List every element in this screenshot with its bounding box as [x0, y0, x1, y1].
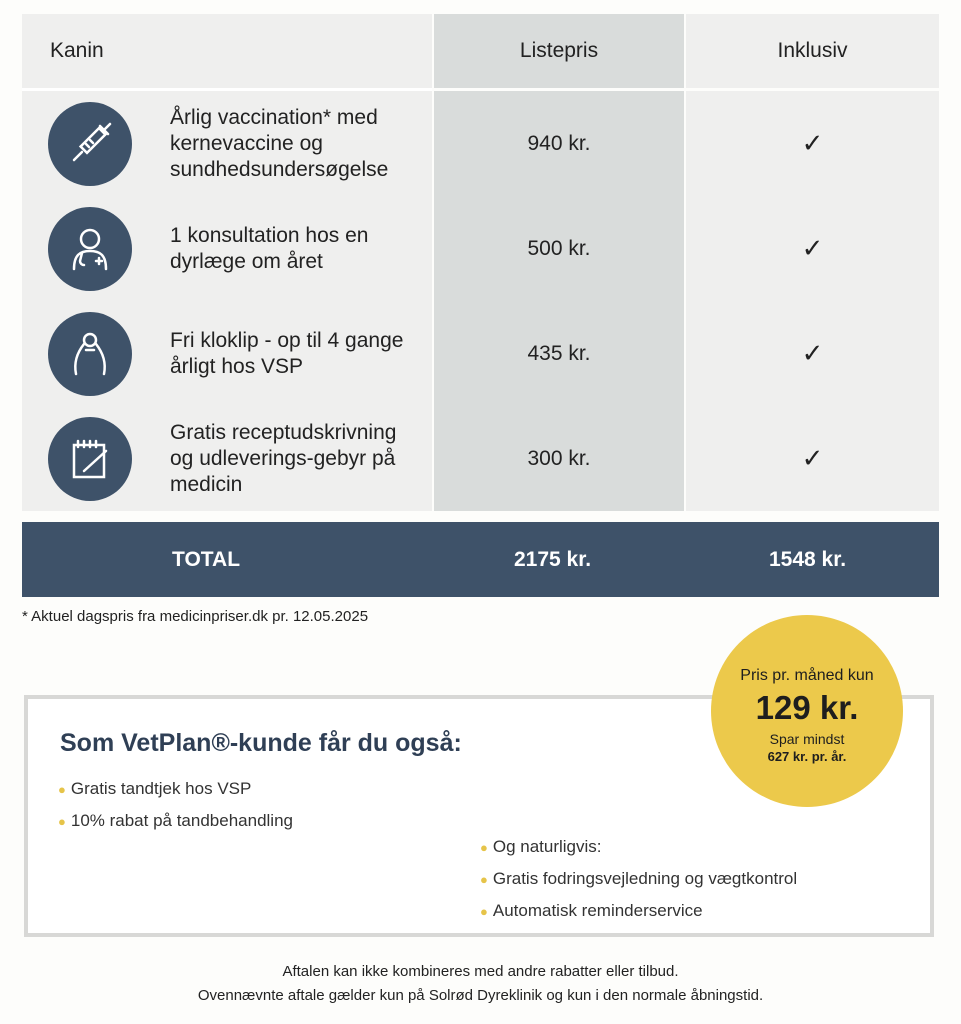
item-description: 1 konsultation hos en dyrlæge om året	[170, 223, 369, 273]
price-table	[22, 14, 939, 511]
benefits-title: Som VetPlan®-kunde får du også:	[60, 729, 462, 757]
disclaimer-line: Ovennævnte aftale gælder kun på Solrød Dyreklinik og kun i den normale åbningstid.	[197, 987, 764, 1004]
total-label: TOTAL	[172, 548, 241, 571]
table-row	[22, 91, 939, 196]
disclaimer-line: Aftalen kan ikke kombineres med andre rabatter eller tilbud.	[282, 963, 679, 980]
total-row	[22, 522, 939, 597]
benefit-item: ● Gratis fodringsvejledning og vægtkontrol	[480, 869, 798, 888]
total-included: 1548 kr.	[769, 548, 847, 571]
item-price: 500 kr.	[434, 196, 684, 301]
item-description: Fri kloklip - op til 4 gange årligt hos VSP	[170, 328, 404, 378]
table-row	[22, 406, 939, 511]
syringe-icon	[48, 102, 132, 186]
item-description: Gratis receptudskrivning og udleverings-gebyr på medicin	[170, 420, 397, 496]
check-icon: ✓	[801, 233, 824, 263]
check-icon: ✓	[801, 128, 824, 158]
badge-line4: 627 kr. pr. år.	[767, 749, 847, 764]
benefit-item: ● 10% rabat på tandbehandling	[58, 811, 293, 830]
benefit-item: ● Gratis tandtjek hos VSP	[58, 779, 252, 798]
nail-clipper-icon	[48, 312, 132, 396]
prescription-notepad-icon	[48, 417, 132, 501]
table-header	[22, 14, 939, 88]
vet-doctor-icon	[48, 207, 132, 291]
price-badge	[711, 615, 903, 807]
badge-line3: Spar mindst	[769, 731, 845, 747]
item-description: Årlig vaccination* med kernevaccine og sundhedsundersøgelse	[170, 105, 389, 181]
table-row	[22, 196, 939, 301]
header-animal: Kanin	[22, 14, 432, 88]
benefit-item: ● Og naturligvis:	[480, 837, 602, 856]
item-price: 940 kr.	[434, 91, 684, 196]
check-icon: ✓	[801, 443, 824, 473]
header-listprice: Listepris	[434, 14, 684, 88]
benefit-item: ● Automatisk reminderservice	[480, 901, 703, 920]
check-icon: ✓	[801, 338, 824, 368]
badge-price: 129 kr.	[755, 689, 859, 726]
total-listprice: 2175 kr.	[514, 548, 592, 571]
table-row	[22, 301, 939, 406]
footnote: * Aktuel dagspris fra medicinpriser.dk pr. 12.05.2025	[22, 608, 369, 625]
header-included: Inklusiv	[686, 14, 939, 88]
item-price: 435 kr.	[434, 301, 684, 406]
badge-line1: Pris pr. måned kun	[740, 667, 874, 684]
item-price: 300 kr.	[434, 406, 684, 511]
